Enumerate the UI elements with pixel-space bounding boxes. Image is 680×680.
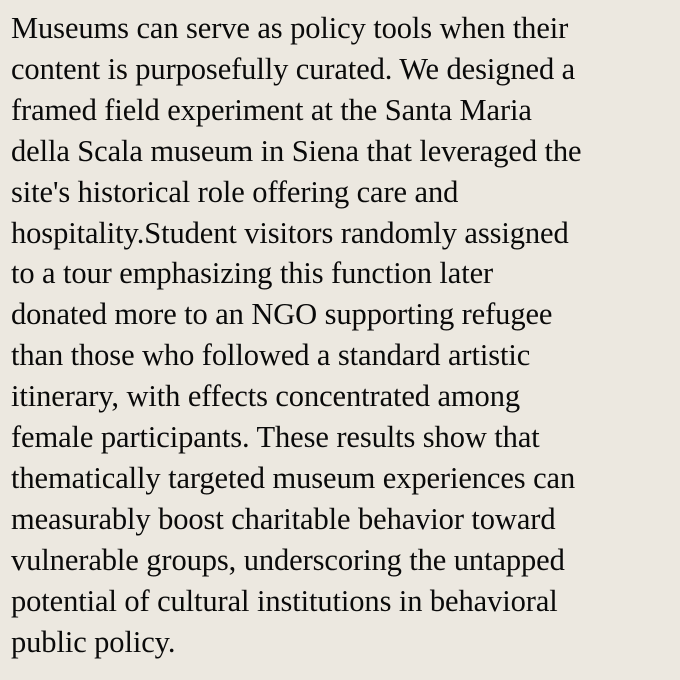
text-line: content is purposefully curated. We designed a <box>11 51 576 86</box>
text-line: Museums can serve as policy tools when their <box>11 11 569 45</box>
text-line: measurably boost charitable behavior toward <box>11 501 556 536</box>
text-line: framed field experiment at the Santa Maria <box>11 92 532 127</box>
text-line: thematically targeted museum experiences can <box>11 460 576 495</box>
text-line: donated more to an NGO supporting refugee <box>11 297 553 332</box>
text-line: vulnerable groups, underscoring the untapped <box>11 542 565 577</box>
text-line: site's historical role offering care and <box>11 174 459 209</box>
text-line: itinerary, with effects concentrated among <box>11 379 520 414</box>
text-line: female participants. These results show that <box>11 420 540 455</box>
text-line: public policy. <box>11 624 176 659</box>
abstract-paragraph <box>11 8 670 663</box>
text-line: potential of cultural institutions in behavioral <box>11 583 558 618</box>
text-line: della Scala museum in Siena that leveraged the <box>11 133 582 168</box>
text-line: than those who followed a standard artistic <box>11 338 531 373</box>
text-line: hospitality.Student visitors randomly assigned <box>11 215 569 250</box>
text-line: to a tour emphasizing this function later <box>11 256 494 291</box>
